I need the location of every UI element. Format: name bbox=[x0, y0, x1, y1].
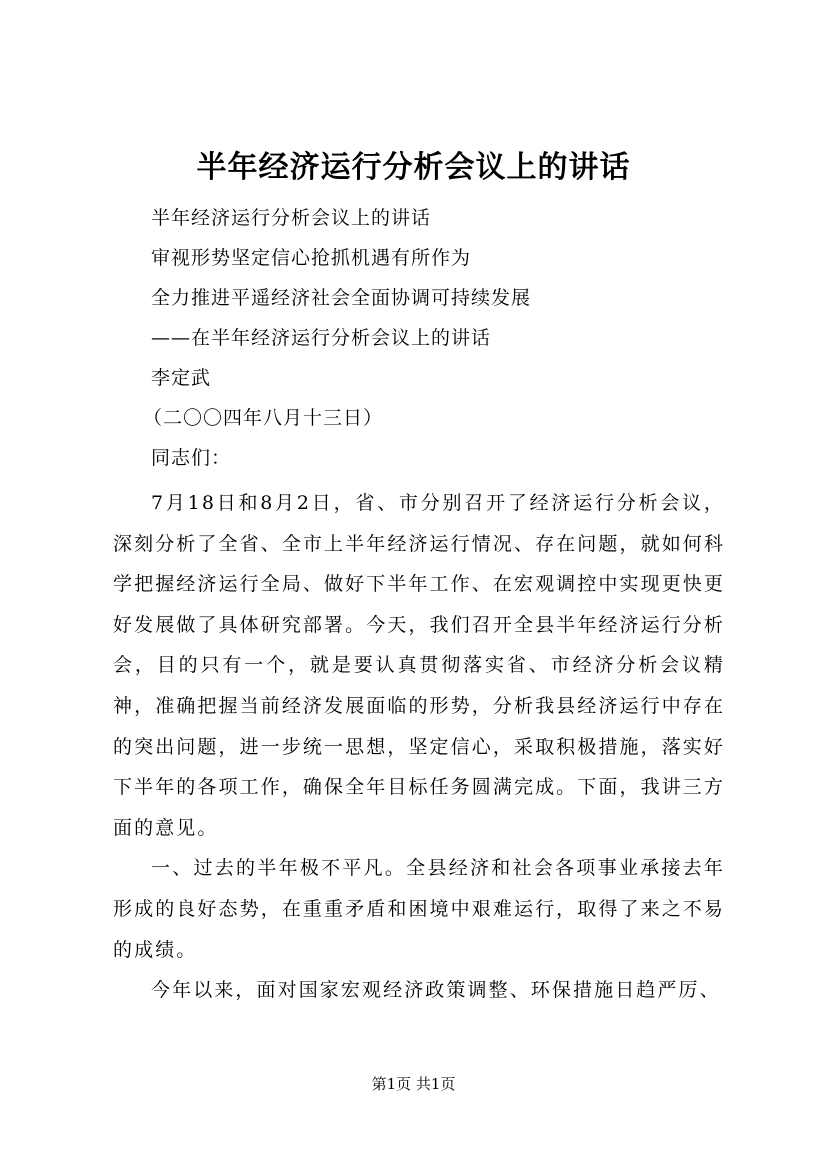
heading-line-1: 审视形势坚定信心抢抓机遇有所作为 bbox=[151, 247, 472, 269]
date-line: （二〇〇四年八月十三日） bbox=[143, 407, 384, 429]
body-text bbox=[113, 483, 725, 1011]
header-block bbox=[113, 198, 725, 478]
subtitle-line: 半年经济运行分析会议上的讲话 bbox=[151, 207, 432, 229]
heading-line-2: 全力推进平遥经济社会全面协调可持续发展 bbox=[151, 287, 532, 309]
heading-line-3: ——在半年经济运行分析会议上的讲话 bbox=[151, 327, 492, 349]
author-line: 李定武 bbox=[151, 367, 212, 389]
paragraph-3: 今年以来，面对国家宏观经济政策调整、环保措施日趋严厉、 bbox=[151, 979, 721, 1002]
document-title: 半年经济运行分析会议上的讲话 bbox=[196, 150, 631, 185]
salutation-line: 同志们： bbox=[151, 447, 232, 469]
paragraph-2: 一、过去的半年极不平凡。全县经济和社会各项事业承接去年形成的良好态势，在重重矛盾和困境中艰难运行，取得了来之不易的成绩。 bbox=[113, 857, 725, 961]
page-footer: 第1页 共1页 bbox=[371, 1075, 456, 1093]
paragraph-1: 7月18日和8月2日，省、市分别召开了经济运行分析会议，深刻分析了全省、全市上半年经济运行情况、存在问题，就如何科学把握经济运行全局、做好下半年工作、在宏观调控中实现更快更好发展做了具体研究部署。今天，我们召开全县半年经济运行分析会，目的只有一个，就是要认真贯彻落实省、市经济分析会议精神，准确把握当前经济发展面临的形势，分析我县经济运行中存在的突出问题，进一步统一思想，坚定信心，采取积极措施，落实好下半年的各项工作，确保全年目标任务圆满完成。下面，我讲三方面的意见。 bbox=[113, 492, 725, 839]
